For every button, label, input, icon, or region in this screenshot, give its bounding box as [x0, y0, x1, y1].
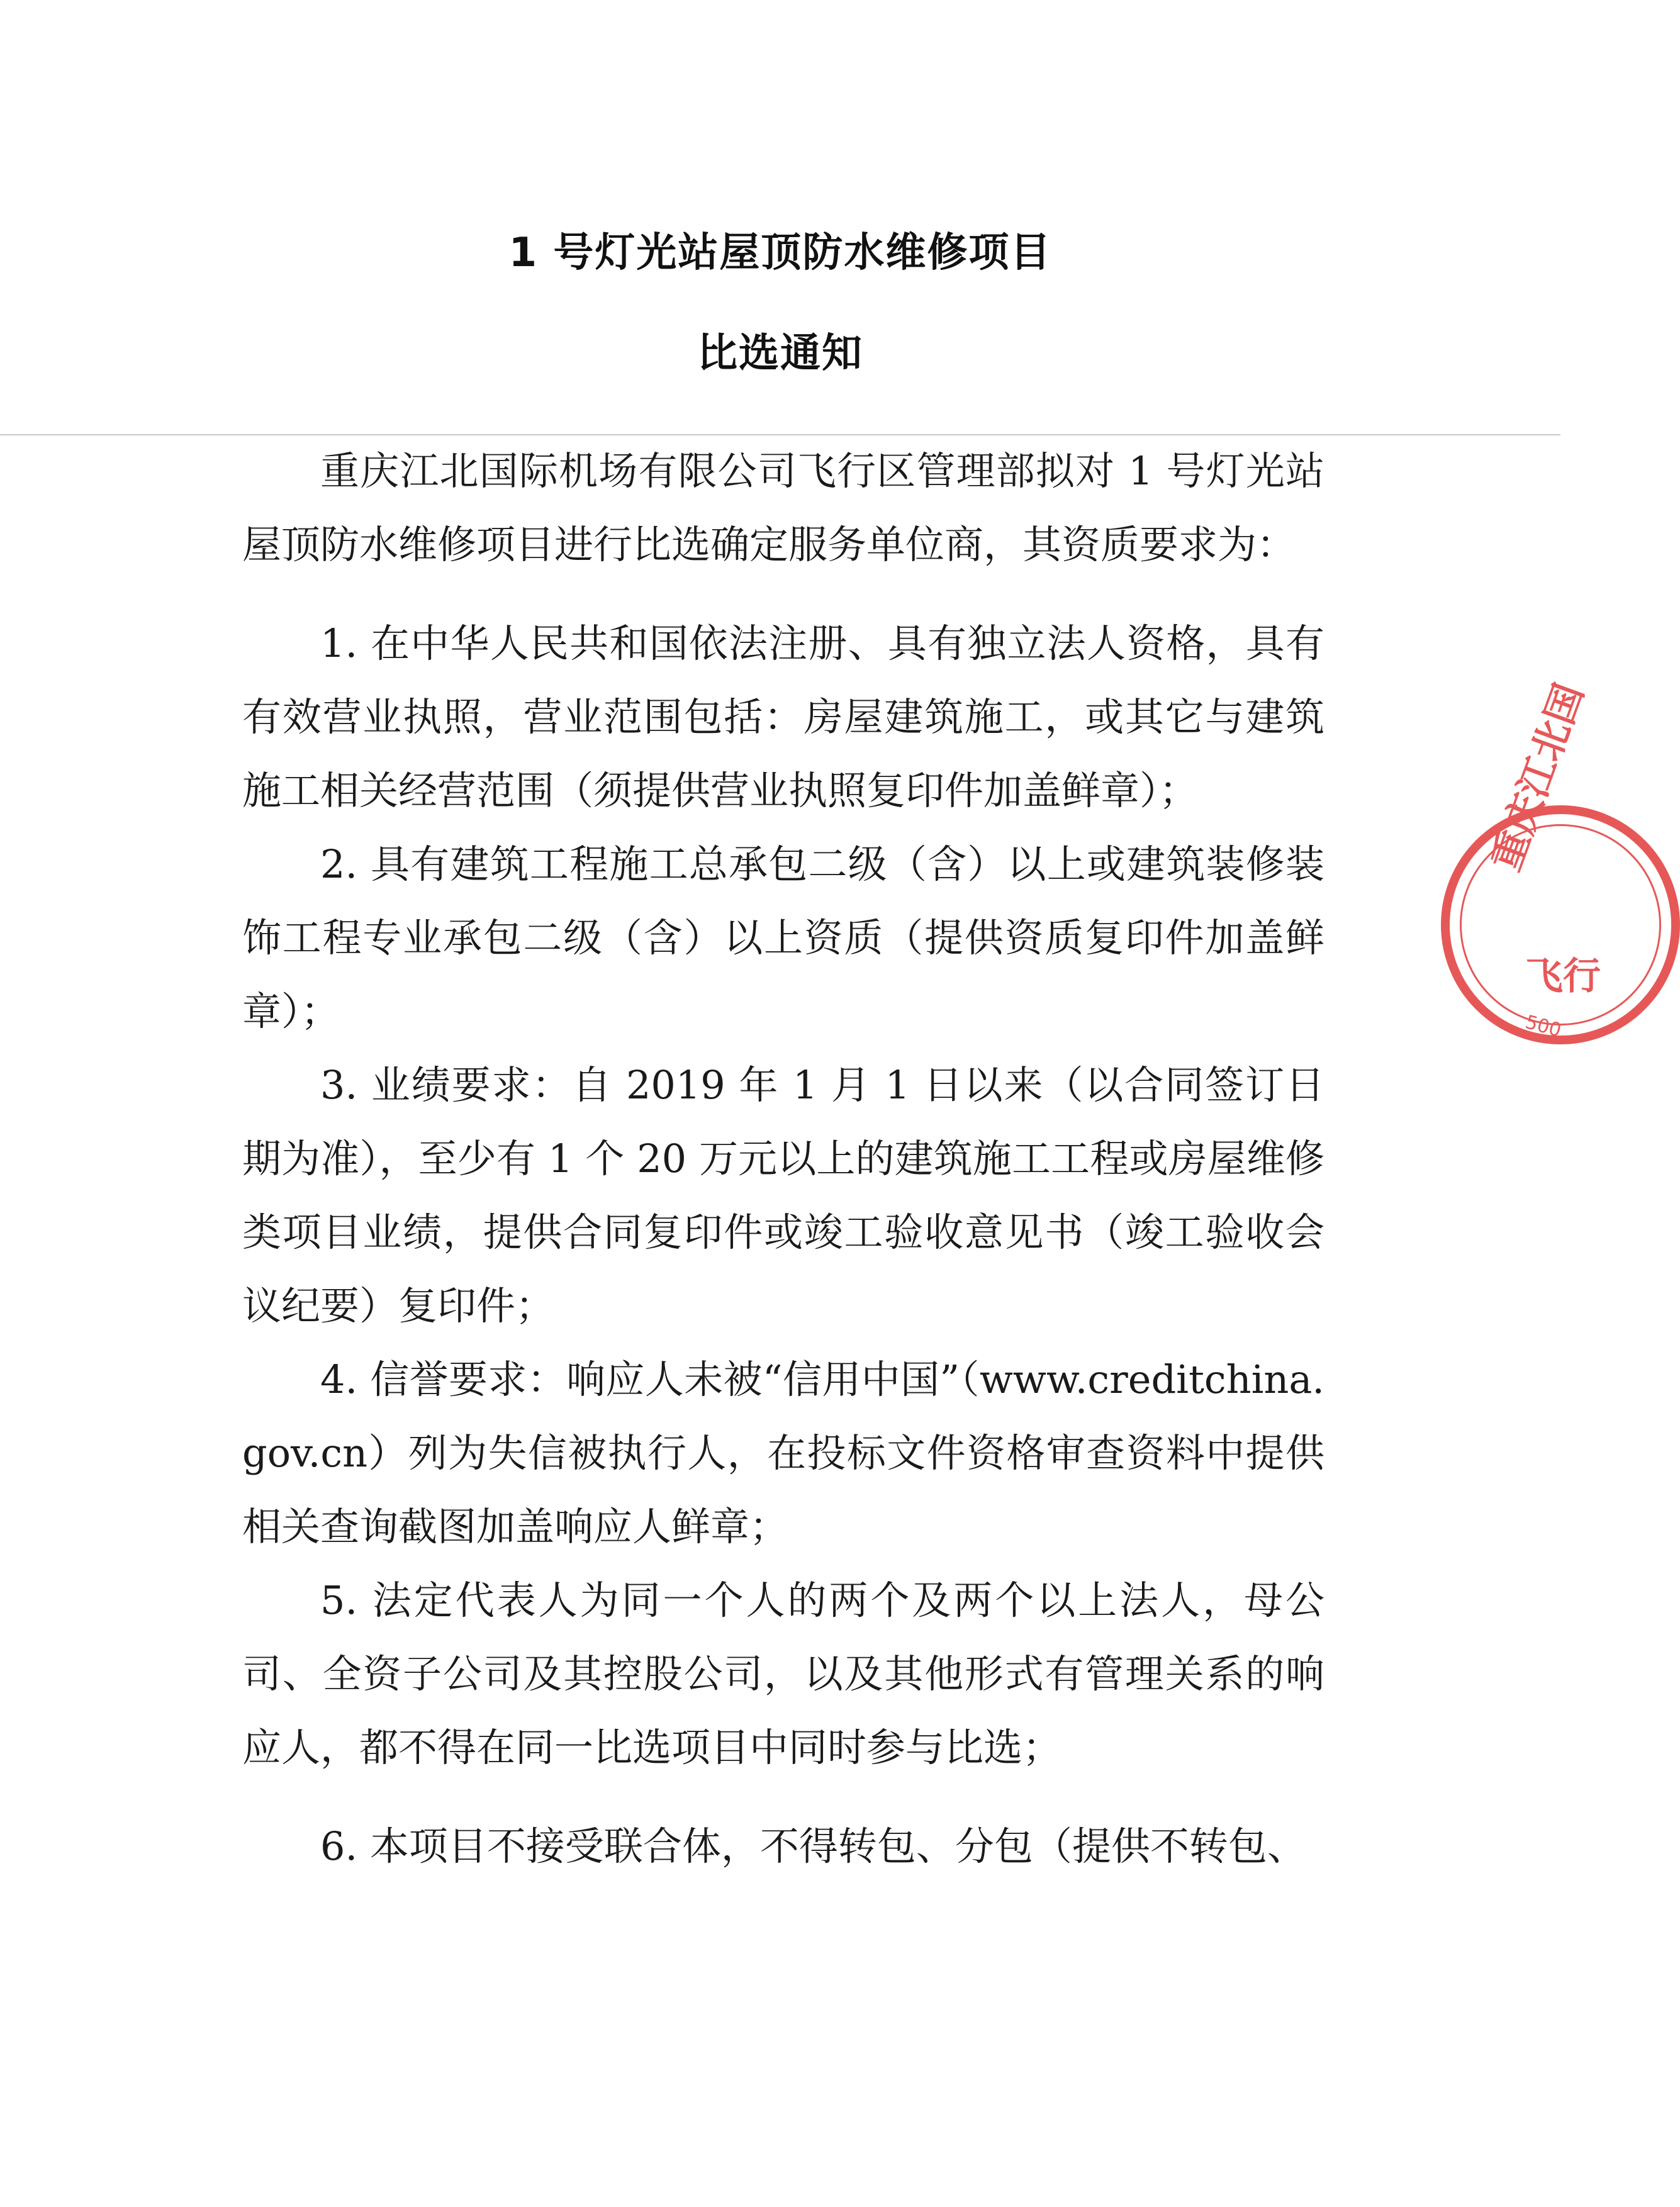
- document-title-line2: 比选通知: [697, 330, 863, 377]
- seal-inner-text: 飞行: [1525, 954, 1601, 998]
- paragraph-requirement-4: 4. 信誉要求：响应人未被“信用中国”（www.creditchina.gov.cn）列为失信被执行人，在投标文件资格审查资料中提供相关查询截图加盖响应人鲜章；: [242, 1356, 1324, 1550]
- seal-number: 500: [1523, 1011, 1564, 1042]
- paragraph-requirement-3: 3. 业绩要求：自 2019 年 1 月 1 日以来（以合同签订日期为准），至少有 1 个 20 万元以上的建筑施工工程或房屋维修类项目业绩，提供合同复印件或竣工验收意见书（竣工验收会议纪要）复印件；: [242, 1062, 1324, 1329]
- seal-arc-text: 重庆江北国: [1482, 678, 1593, 877]
- paragraph-requirement-5: 5. 法定代表人为同一个人的两个及两个以上法人，母公司、全资子公司及其控股公司，以及其他形式有管理关系的响应人，都不得在同一比选项目中同时参与比选；: [242, 1577, 1324, 1770]
- paragraph-requirement-1: 1. 在中华人民共和国依法注册、具有独立法人资格，具有有效营业执照，营业范围包括：房屋建筑施工，或其它与建筑施工相关经营范围（须提供营业执照复印件加盖鲜章）；: [242, 620, 1324, 813]
- company-seal-stamp: [1441, 678, 1680, 1044]
- document-title-line1: 1 号灯光站屋顶防水维修项目: [508, 230, 1052, 276]
- paragraph-requirement-2: 2. 具有建筑工程施工总承包二级（含）以上或建筑装修装饰工程专业承包二级（含）以上资质（提供资质复印件加盖鲜章）；: [242, 841, 1324, 1034]
- document-body: [242, 434, 1324, 1883]
- paragraph-requirement-6: 6. 本项目不接受联合体，不得转包、分包（提供不转包、: [320, 1823, 1306, 1869]
- paragraph-intro: 重庆江北国际机场有限公司飞行区管理部拟对 1 号灯光站屋顶防水维修项目进行比选确定服务单位商，其资质要求为：: [242, 448, 1324, 567]
